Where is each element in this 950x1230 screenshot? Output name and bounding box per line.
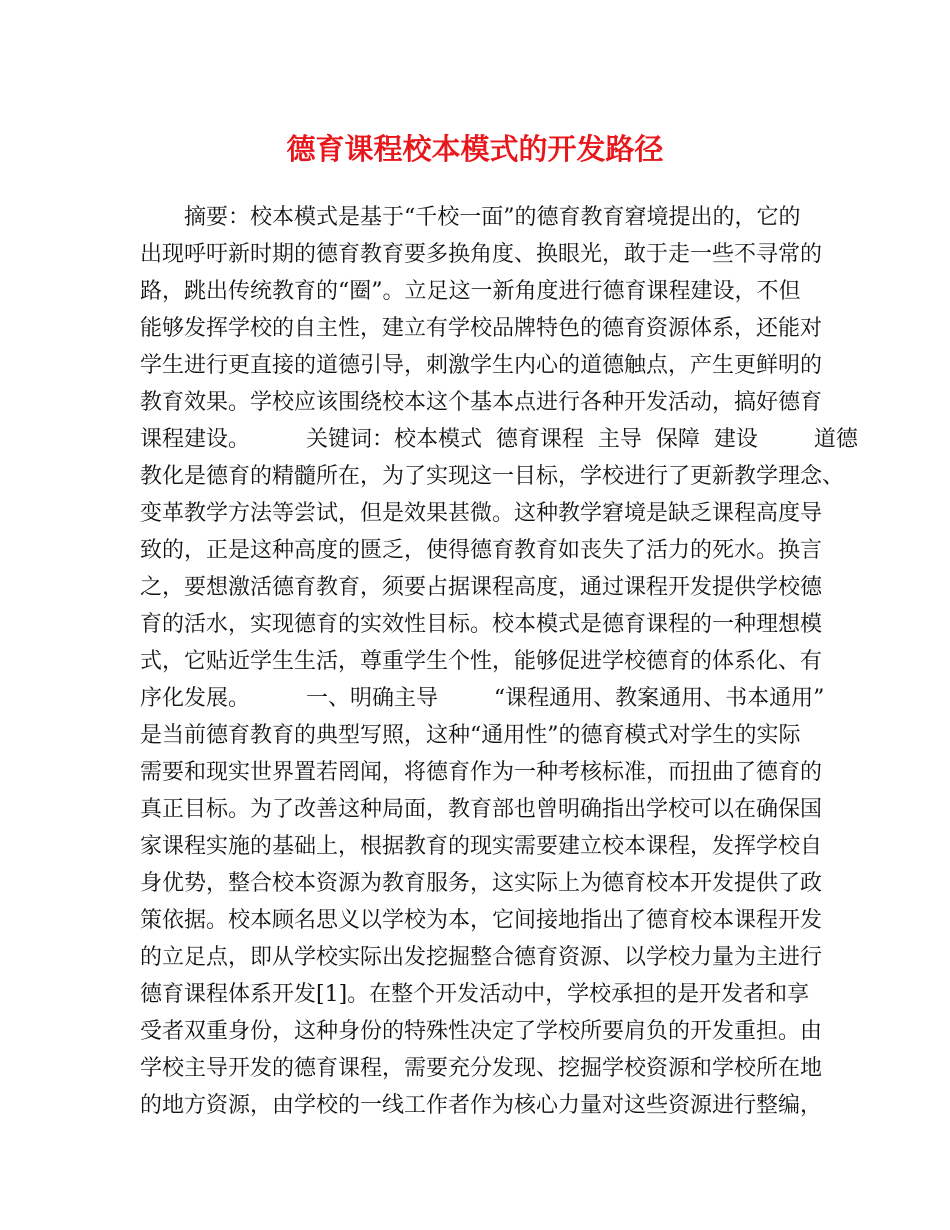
body-line: 家课程实施的基础上，根据教育的现实需要建立校本课程，发挥学校自 bbox=[140, 834, 823, 859]
body-line: 策依据。校本顾名思义以学校为本，它间接地指出了德育校本课程开发 bbox=[140, 908, 823, 933]
body-line: 的立足点，即从学校实际出发挖掘整合德育资源、以学校力量为主进行 bbox=[140, 945, 823, 970]
body-line: 摘要：校本模式是基于“千校一面”的德育教育窘境提出的，它的 bbox=[184, 205, 801, 230]
body-line: 致的，正是这种高度的匮乏，使得德育教育如丧失了活力的死水。换言 bbox=[140, 538, 823, 563]
body-line: 教化是德育的精髓所在，为了实现这一目标，学校进行了更新教学理念、 bbox=[140, 464, 845, 489]
body-line: 受者双重身份，这种身份的特殊性决定了学校所要肩负的开发重担。由 bbox=[140, 1019, 823, 1044]
body-line: 身优势，整合校本资源为教育服务，这实际上为德育校本开发提供了政 bbox=[140, 871, 823, 896]
document-title: 德育课程校本模式的开发路径 bbox=[286, 132, 664, 166]
body-line: 变革教学方法等尝试，但是效果甚微。这种教学窘境是缺乏课程高度导 bbox=[140, 501, 823, 526]
body-line: 需要和现实世界置若罔闻，将德育作为一种考核标准，而扭曲了德育的 bbox=[140, 760, 823, 785]
body-line: 式，它贴近学生生活，尊重学生个性，能够促进学校德育的体系化、有 bbox=[140, 649, 823, 674]
body-line: 能够发挥学校的自主性，建立有学校品牌特色的德育资源体系，还能对 bbox=[140, 316, 823, 341]
body-line: 学生进行更直接的道德引导，刺激学生内心的道德触点，产生更鲜明的 bbox=[140, 353, 823, 378]
body-line: 真正目标。为了改善这种局面，教育部也曾明确指出学校可以在确保国 bbox=[140, 797, 823, 822]
body-line: 德育课程体系开发[1]。在整个开发活动中，学校承担的是开发者和享 bbox=[140, 982, 810, 1007]
body-line: 学校主导开发的德育课程，需要充分发现、挖掘学校资源和学校所在地 bbox=[140, 1056, 823, 1081]
body-line: 序化发展。 一、明确主导 “课程通用、教案通用、书本通用” bbox=[140, 686, 825, 711]
body-line: 课程建设。 关键词：校本模式 德育课程 主导 保障 建设 道德 bbox=[140, 427, 858, 452]
body-line: 之，要想激活德育教育，须要占据课程高度，通过课程开发提供学校德 bbox=[140, 575, 823, 600]
body-line: 路，跳出传统教育的“圈”。立足这一新角度进行德育课程建设，不但 bbox=[140, 279, 801, 304]
body-line: 是当前德育教育的典型写照，这种“通用性”的德育模式对学生的实际 bbox=[140, 723, 801, 748]
body-line: 出现呼吁新时期的德育教育要多换角度、换眼光，敢于走一些不寻常的 bbox=[140, 242, 823, 267]
body-line: 的地方资源，由学校的一线工作者作为核心力量对这些资源进行整编， bbox=[140, 1093, 823, 1118]
body-line: 教育效果。学校应该围绕校本这个基本点进行各种开发活动，搞好德育 bbox=[140, 390, 823, 415]
body-line: 育的活水，实现德育的实效性目标。校本模式是德育课程的一种理想模 bbox=[140, 612, 823, 637]
document-body bbox=[140, 199, 858, 1124]
